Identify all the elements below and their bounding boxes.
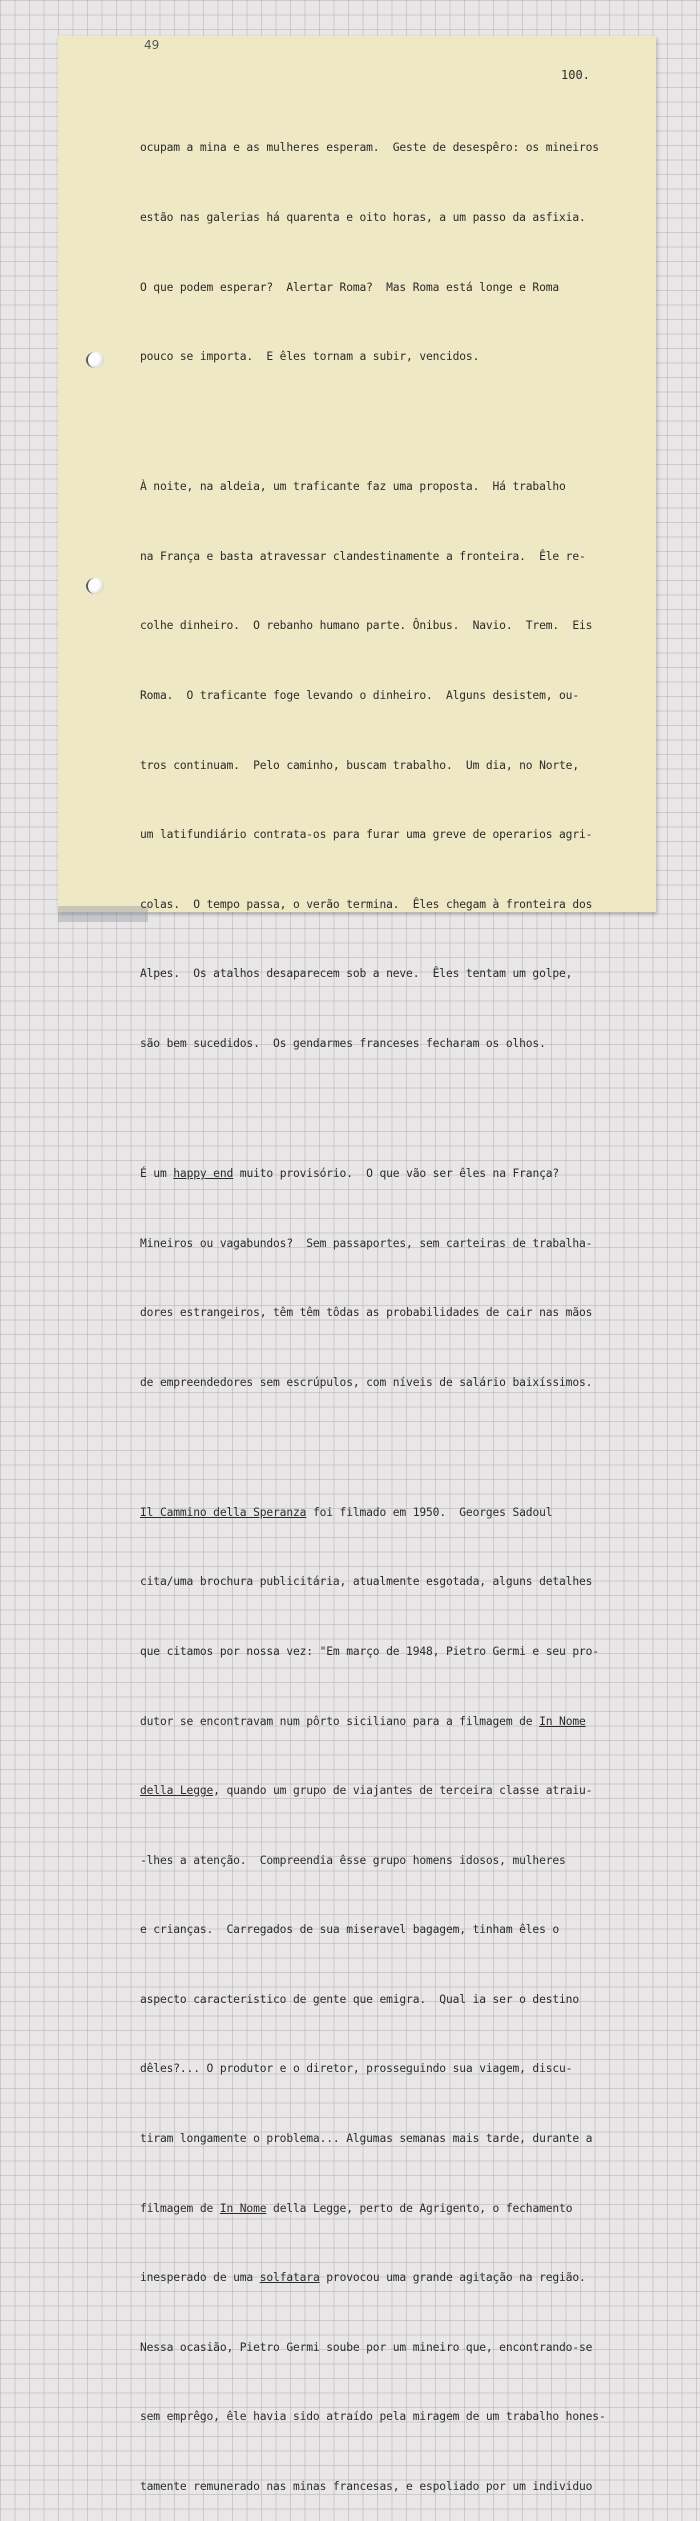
underlined-title: solfatara [259,2271,320,2285]
text-line: na França e basta atravessar clandestinamente a fronteira. Êle re- [140,549,586,563]
text-line: de empreendedores sem escrúpulos, com níveis de salário baixíssimos. [140,1375,593,1389]
text-line: Nessa ocasião, Pietro Germi soube por um mineiro que, encontrando-se [140,2340,593,2354]
text-line: colas. O tempo passa, o verão termina. Êles chegam à fronteira dos [140,897,593,911]
text-line: dores estrangeiros, têm têm tôdas as probabilidades de cair nas mãos [140,1306,593,1320]
punch-hole-top [86,352,104,368]
underlined-title: happy end [173,1166,234,1180]
handwritten-page-number: 49 [144,38,160,52]
document-body [140,90,640,2521]
punch-hole-bottom [86,578,104,594]
text-line: inesperado de uma solfatara provocou uma grande agitação na região. [140,2271,586,2285]
text-line: À noite, na aldeia, um traficante faz uma proposta. Há trabalho [140,480,566,494]
underlined-title: Il Cammino della Speranza [140,1505,307,1519]
text-line: Mineiros ou vagabundos? Sem passaportes, sem carteiras de trabalha- [140,1236,593,1250]
text-line: que citamos por nossa vez: "Em março de 1948, Pietro Germi e seu pro- [140,1644,599,1658]
text-line: -lhes a atenção. Compreendia êsse grupo homens idosos, mulheres [140,1853,566,1867]
text-line: ocupam a mina e as mulheres esperam. Geste de desespêro: os mineiros [140,141,599,155]
text-line: Roma. O traficante foge levando o dinheiro. Alguns desistem, ou- [140,688,579,702]
text-line: della Legge, quando um grupo de viajantes de terceira classe atraiu- [140,1784,593,1798]
text-line: pouco se importa. E êles tornam a subir, vencidos. [140,350,480,364]
text-line: estão nas galerias há quarenta e oito horas, a um passo da asfixia. [140,211,586,224]
text-line: dêles?... O produtor e o diretor, prosseguindo sua viagem, discu- [140,2062,573,2076]
underlined-title: della Legge [140,1784,214,1798]
text-line: cita/uma brochura publicitária, atualmente esgotada, alguns detalhes [140,1575,593,1589]
text-line: são bem sucedidos. Os gendarmes franceses fecharam os olhos. [140,1036,546,1050]
text-line: tiram longamente o problema... Algumas semanas mais tarde, durante a [140,2132,593,2146]
text-line: dutor se encontravam num pôrto siciliano para a filmagem de In Nome [140,1714,586,1728]
text-line: Il Cammino della Speranza foi filmado em 1950. Georges Sadoul [140,1505,553,1519]
text-line: Alpes. Os atalhos desaparecem sob a neve. Êles tentam um golpe, [140,967,573,981]
text-line: sem emprêgo, êle havia sido atraído pela miragem de um trabalho hones- [140,2410,606,2424]
text-line: colhe dinheiro. O rebanho humano parte. Ônibus. Navio. Trem. Eis [140,619,593,633]
text-line: filmagem de In Nome della Legge, perto de Agrigento, o fechamento [140,2201,573,2215]
underlined-title: In Nome [219,2201,267,2215]
typed-page-number: 100. [561,68,590,82]
text-line: um latifundiário contrata-os para furar uma greve de operarios agri- [140,828,593,842]
text-line: O que podem esperar? Alertar Roma? Mas Roma está longe e Roma [140,280,560,294]
text-line: tamente remunerado nas minas francesas, e espoliado por um individuo [140,2480,593,2494]
text-line: tros continuam. Pelo caminho, buscam trabalho. Um dia, no Norte, [140,758,579,772]
text-line: É um happy end muito provisório. O que vão ser êles na França? [140,1166,560,1180]
text-line: e crianças. Carregados de sua miseravel bagagem, tinham êles o [140,1923,560,1937]
underlined-title: In Nome [539,1714,586,1728]
text-line: aspecto caracteristico de gente que emigra. Qual ia ser o destino [140,1992,579,2006]
page-shadow [58,906,148,922]
